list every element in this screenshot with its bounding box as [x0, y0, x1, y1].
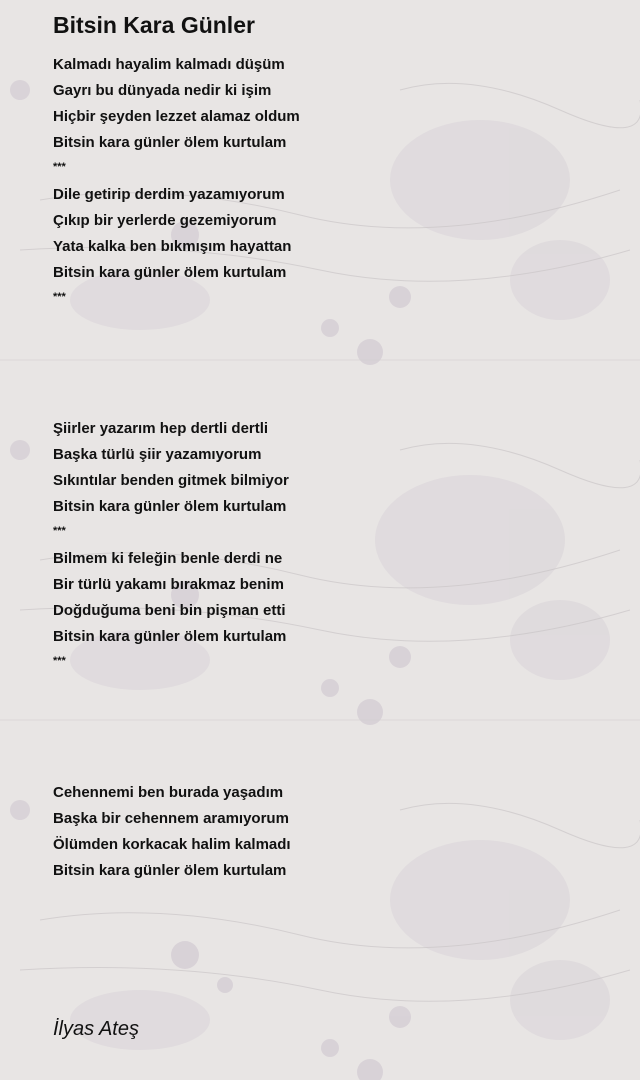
stanza-separator: ***	[53, 525, 66, 537]
poem-title: Bitsin Kara Günler	[53, 12, 255, 38]
blank-line	[53, 754, 613, 780]
poem-line: Cehennemi ben burada yaşadım	[53, 784, 284, 801]
poem-line: Gayrı bu dünyada nedir ki işim	[53, 82, 272, 99]
poem-line: Hiçbir şeyden lezzet alamaz oldum	[53, 108, 300, 125]
poem-line: Sıkıntılar benden gitmek bilmiyor	[53, 472, 289, 489]
stanza-separator: ***	[53, 655, 66, 667]
blank-line	[53, 390, 613, 416]
poem-line: Başka bir cehennem aramıyorum	[53, 810, 289, 827]
stanza-separator: ***	[53, 291, 66, 303]
blank-line	[53, 312, 613, 338]
poem-line: Dile getirip derdim yazamıyorum	[53, 186, 285, 203]
stanza-separator: ***	[53, 161, 66, 173]
blank-line	[53, 338, 613, 364]
blank-line	[53, 702, 613, 728]
poem-line: Ölümden korkacak halim kalmadı	[53, 836, 291, 853]
poem-line: Başka türlü şiir yazamıyorum	[53, 446, 262, 463]
poem-line: Bitsin kara günler ölem kurtulam	[53, 134, 287, 151]
poem-line: Bitsin kara günler ölem kurtulam	[53, 264, 287, 281]
poem-line: Kalmadı hayalim kalmadı düşüm	[53, 56, 285, 73]
poem-line: Bilmem ki feleğin benle derdi ne	[53, 550, 283, 567]
poem-line: Doğduğuma beni bin pişman etti	[53, 602, 286, 619]
poem-line: Bitsin kara günler ölem kurtulam	[53, 628, 287, 645]
poem-body	[53, 52, 613, 884]
poem-line: Bir türlü yakamı bırakmaz benim	[53, 576, 284, 593]
blank-line	[53, 728, 613, 754]
blank-line	[53, 364, 613, 390]
poem-line: Yata kalka ben bıkmışım hayattan	[53, 238, 292, 255]
poem-line: Bitsin kara günler ölem kurtulam	[53, 498, 287, 515]
poem-line: Bitsin kara günler ölem kurtulam	[53, 862, 287, 879]
poem-line: Çıkıp bir yerlerde gezemiyorum	[53, 212, 277, 229]
poem-author: İlyas Ateş	[53, 1018, 139, 1040]
poem-line: Şiirler yazarım hep dertli dertli	[53, 420, 269, 437]
blank-line	[53, 676, 613, 702]
